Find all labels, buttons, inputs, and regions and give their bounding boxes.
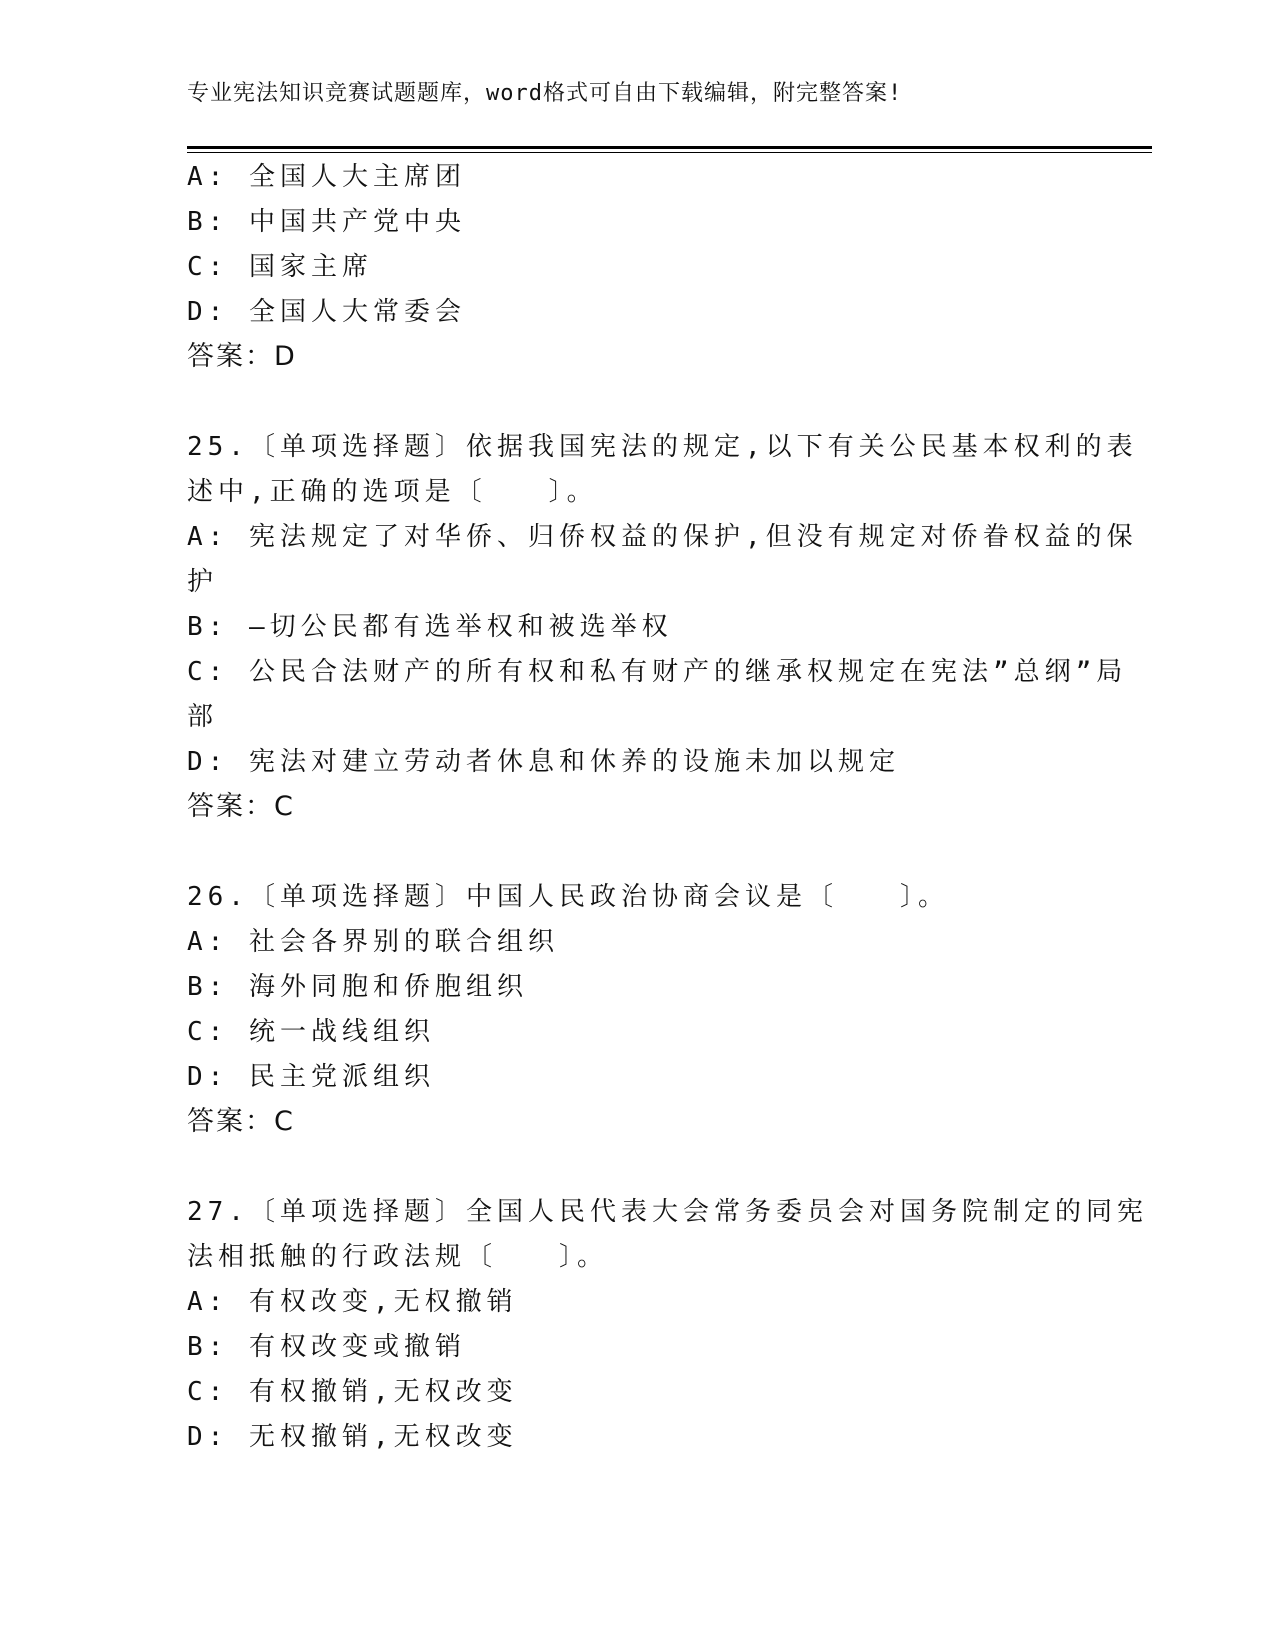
q25-option-c-cont: 部 bbox=[187, 702, 219, 732]
q27-stem-line-2: 法相抵触的行政法规〔 〕。 bbox=[187, 1242, 609, 1272]
q25-option-c: C: 公民合法财产的所有权和私有财产的继承权规定在宪法”总纲”局 bbox=[187, 657, 1128, 687]
q24-option-a: A: 全国人大主席团 bbox=[187, 162, 466, 192]
q24-answer: 答案：D bbox=[187, 341, 297, 372]
q25-option-a: A: 宪法规定了对华侨、归侨权益的保护,但没有规定对侨眷权益的保 bbox=[187, 522, 1138, 552]
q27-option-c: C: 有权撤销,无权改变 bbox=[187, 1377, 518, 1407]
q26-option-a: A: 社会各界别的联合组织 bbox=[187, 927, 559, 957]
q24-option-d: D: 全国人大常委会 bbox=[187, 297, 466, 327]
q26-option-d: D: 民主党派组织 bbox=[187, 1062, 435, 1092]
q26-answer: 答案：C bbox=[187, 1106, 295, 1137]
q25-answer: 答案：C bbox=[187, 791, 295, 822]
q25-option-d: D: 宪法对建立劳动者休息和休养的设施未加以规定 bbox=[187, 747, 900, 777]
q27-option-a: A: 有权改变,无权撤销 bbox=[187, 1287, 518, 1317]
q24-option-c: C: 国家主席 bbox=[187, 252, 373, 282]
q25-option-a-cont: 护 bbox=[187, 567, 219, 597]
page-header: 专业宪法知识竞赛试题题库，word格式可自由下载编辑，附完整答案! bbox=[187, 81, 903, 106]
header-divider-thin bbox=[187, 152, 1152, 153]
q26-option-c: C: 统一战线组织 bbox=[187, 1017, 435, 1047]
q27-option-d: D: 无权撤销,无权改变 bbox=[187, 1422, 518, 1452]
q24-option-b: B: 中国共产党中央 bbox=[187, 207, 466, 237]
q27-stem-line-1: 27.〔单项选择题〕全国人民代表大会常务委员会对国务院制定的同宪 bbox=[187, 1197, 1148, 1227]
header-divider-thick bbox=[187, 146, 1152, 149]
q26-option-b: B: 海外同胞和侨胞组织 bbox=[187, 972, 528, 1002]
q27-option-b: B: 有权改变或撤销 bbox=[187, 1332, 466, 1362]
q26-stem-line-1: 26.〔单项选择题〕中国人民政治协商会议是〔 〕。 bbox=[187, 882, 949, 912]
q25-option-b: B: —切公民都有选举权和被选举权 bbox=[187, 612, 673, 642]
q25-stem-line-1: 25.〔单项选择题〕依据我国宪法的规定,以下有关公民基本权利的表 bbox=[187, 432, 1138, 462]
q25-stem-line-2: 述中,正确的选项是〔 〕。 bbox=[187, 477, 598, 507]
